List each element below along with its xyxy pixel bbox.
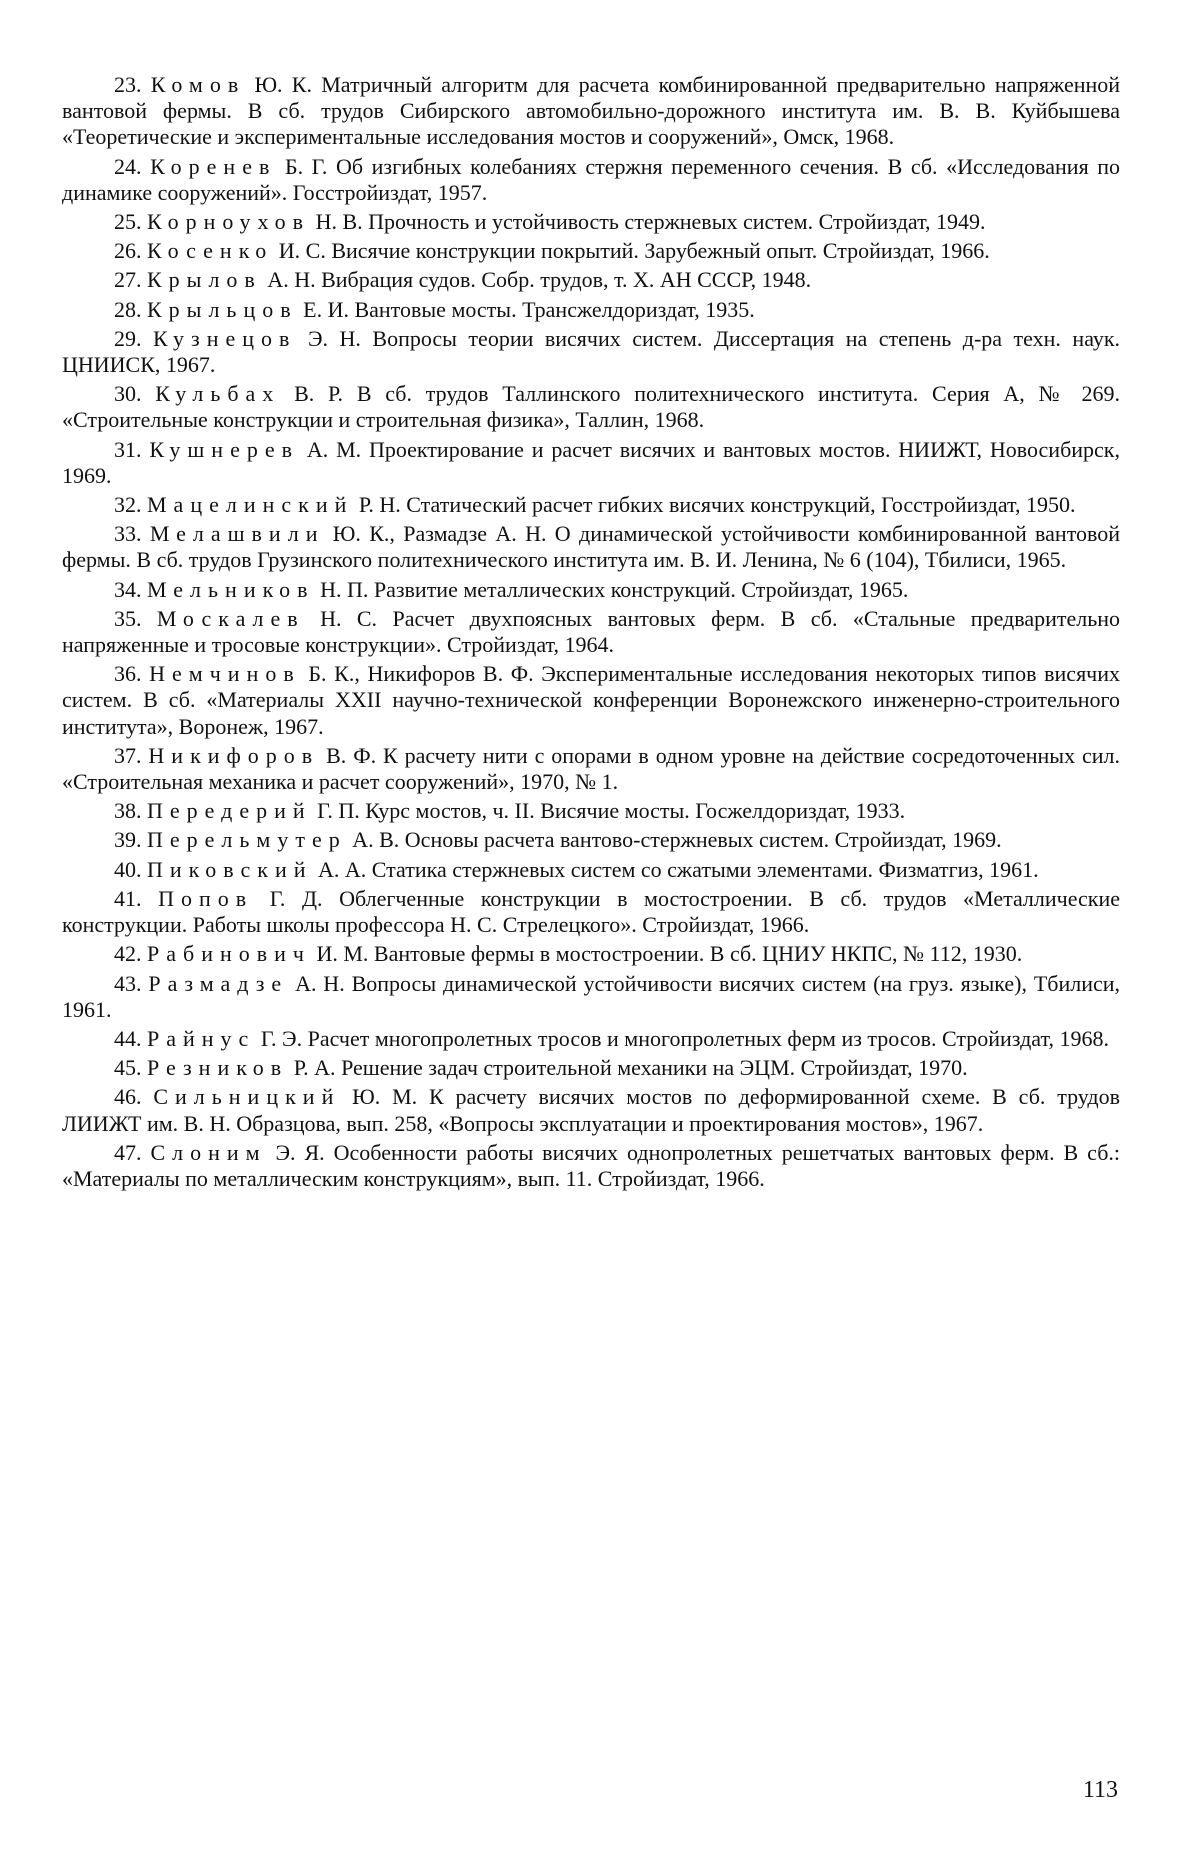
reference-author: Кушнерев — [149, 436, 299, 462]
reference-initials: Г. П. — [317, 798, 360, 824]
reference-entry — [62, 492, 1120, 518]
reference-number: 37. — [114, 742, 142, 768]
reference-text: Вопросы динамической устойчивости висячих систем (на груз. языке), Тбилиси, 1961. — [62, 970, 1121, 1022]
reference-number: 26. — [114, 238, 142, 264]
reference-text: Висячие конструкции покрытий. Зарубежный опыт. Стройиздат, 1966. — [331, 238, 990, 264]
reference-number: 24. — [114, 153, 142, 179]
reference-text: Вопросы теории висячих систем. Диссертация на степень д-ра техн. наук. ЦНИИСК, 1967. — [62, 325, 1121, 378]
reference-number: 33. — [114, 521, 142, 547]
reference-text: К расчету висячих мостов по деформированной схеме. В сб. трудов ЛИИЖТ им. В. Н. Образцова, вып. 258, «Вопросы эксплуатации и проектирования мостов», 1967. — [62, 1084, 1120, 1136]
reference-initials: Ю. М. — [352, 1084, 418, 1110]
reference-initials: Н. П. — [320, 576, 369, 602]
reference-text: Прочность и устойчивость стержневых систем. Стройиздат, 1949. — [368, 209, 986, 235]
reference-text: О динамической устойчивости комбинированной вантовой фермы. В сб. трудов Грузинского политехнического института им. В. И. Ленина, № 6 (104), Тбилиси, 1965. — [62, 521, 1121, 573]
reference-number: 36. — [114, 661, 142, 687]
reference-initials: Ю. К. — [254, 72, 312, 97]
reference-entry — [62, 886, 1120, 938]
reference-number: 43. — [114, 970, 142, 996]
reference-initials: И. С. — [278, 238, 326, 264]
reference-text: Расчет многопролетных тросов и многопролетных ферм из тросов. Стройиздат, 1968. — [307, 1025, 1109, 1051]
reference-number: 39. — [114, 827, 142, 853]
reference-author: Кульбах — [155, 381, 281, 407]
reference-entry — [62, 1140, 1120, 1192]
reference-author: Коренев — [150, 153, 277, 179]
reference-initials: В. Ф. — [326, 742, 377, 768]
reference-author: Слоним — [150, 1139, 267, 1165]
reference-author: Никифоров — [148, 742, 320, 768]
reference-entry — [62, 72, 1120, 151]
reference-text: Курс мостов, ч. II. Висячие мосты. Госжелдориздат, 1933. — [365, 798, 906, 824]
reference-number: 45. — [114, 1055, 142, 1081]
reference-entry — [62, 971, 1120, 1023]
reference-author: Попов — [158, 885, 254, 911]
reference-initials: В. Р. — [294, 381, 344, 407]
reference-text: Экспериментальные исследования некоторых типов висячих систем. В сб. «Материалы XXII научно-технической конференции Воронежского инженерно-строительного института», Воронеж, 1967. — [62, 661, 1121, 739]
reference-initials: Б. К., Никифоров В. Ф. — [308, 661, 534, 687]
reference-initials: Н. В. — [315, 209, 363, 235]
reference-initials: Е. И. — [303, 296, 349, 322]
reference-author: Москалев — [156, 605, 305, 631]
reference-initials: И. М. — [316, 941, 369, 967]
reference-author: Перельмутер — [147, 827, 347, 853]
reference-entry — [62, 437, 1120, 489]
reference-initials: Б. Г. — [284, 153, 328, 179]
reference-entry — [62, 1026, 1120, 1052]
page-number: 113 — [1082, 1777, 1118, 1803]
reference-initials: Г. Э. — [260, 1025, 303, 1051]
reference-number: 30. — [114, 381, 142, 407]
reference-text: Вантовые фермы в мостостроении. В сб. ЦНИУ НКПС, № 112, 1930. — [373, 941, 1023, 967]
reference-entry — [62, 521, 1120, 573]
reference-number: 47. — [114, 1139, 142, 1165]
reference-author: Пиковский — [147, 856, 313, 882]
reference-author: Немчинов — [149, 661, 301, 687]
reference-entry — [62, 238, 1120, 264]
reference-number: 42. — [114, 941, 142, 967]
reference-entry — [62, 577, 1120, 603]
reference-entry — [62, 381, 1120, 433]
reference-text: Основы расчета вантово-стержневых систем. Стройиздат, 1969. — [404, 827, 1002, 853]
reference-text: Особенности работы висячих однопролетных решетчатых вантовых ферм. В сб.: «Материалы по металлическим конструкциям», вып. 11. Стройиздат, 1966. — [62, 1139, 1120, 1191]
reference-number: 40. — [114, 856, 142, 882]
reference-entry — [62, 798, 1120, 824]
reference-author: Резников — [147, 1055, 289, 1081]
reference-initials: Г. Д. — [269, 885, 323, 911]
reference-text: Об изгибных колебаниях стержня переменного сечения. В сб. «Исследования по динамике сооружений». Госстройиздат, 1957. — [62, 153, 1121, 205]
reference-page — [62, 72, 1120, 1195]
reference-entry — [62, 941, 1120, 967]
reference-number: 38. — [114, 798, 142, 824]
reference-entry — [62, 1084, 1120, 1136]
reference-number: 35. — [114, 605, 142, 631]
reference-text: Статический расчет гибких висячих конструкций, Госстройиздат, 1950. — [406, 492, 1076, 518]
reference-number: 34. — [114, 576, 142, 602]
reference-author: Мелашвили — [149, 521, 325, 547]
reference-initials: А. В. — [352, 827, 400, 853]
reference-number: 29. — [114, 325, 142, 351]
reference-author: Мацелинский — [147, 492, 354, 518]
reference-number: 41. — [114, 885, 142, 911]
reference-text: Проектирование и расчет висячих и вантовых мостов. НИИЖТ, Новосибирск, 1969. — [62, 436, 1120, 488]
reference-number: 27. — [114, 267, 142, 293]
reference-entry — [62, 154, 1120, 206]
reference-author: Передерий — [147, 798, 312, 824]
reference-author: Райнус — [147, 1025, 256, 1051]
reference-author: Комов — [150, 72, 246, 97]
reference-number: 25. — [114, 209, 142, 235]
reference-initials: А. М. — [306, 436, 362, 462]
reference-author: Мельников — [147, 576, 315, 602]
reference-author: Кузнецов — [153, 325, 297, 351]
reference-author: Крыльцов — [147, 296, 298, 322]
reference-initials: Э. Я. — [275, 1139, 325, 1165]
reference-number: 28. — [114, 296, 142, 322]
reference-list — [62, 72, 1120, 1192]
reference-entry — [62, 743, 1120, 795]
reference-entry — [62, 1055, 1120, 1081]
reference-entry — [62, 209, 1120, 235]
reference-author: Рабинович — [147, 941, 311, 967]
reference-entry — [62, 857, 1120, 883]
reference-initials: А. А. — [318, 856, 367, 882]
reference-text: Матричный алгоритм для расчета комбинированной предварительно напряженной вантовой фермы. В сб. трудов Сибирского автомобильно-дорожного института им. В. В. Куйбышева «Теоретические и экспериментальные исследования мостов и сооружений», Омск, 1968. — [62, 72, 1121, 150]
reference-initials: Ю. К., Размадзе А. Н. — [332, 521, 547, 547]
reference-text: Вибрация судов. Собр. трудов, т. X. АН СССР, 1948. — [321, 267, 812, 293]
reference-text: Расчет двухпоясных вантовых ферм. В сб. «Стальные предварительно напряженные и тросовые конструкции». Стройиздат, 1964. — [62, 605, 1121, 658]
reference-initials: А. Н. — [295, 970, 345, 996]
reference-initials: Э. Н. — [307, 325, 361, 351]
reference-initials: Н. С. — [320, 605, 378, 631]
reference-author: Размадзе — [148, 970, 289, 996]
reference-number: 44. — [114, 1025, 142, 1051]
reference-number: 31. — [114, 436, 142, 462]
reference-initials: Р. Н. — [358, 492, 401, 518]
reference-text: Облегченные конструкции в мостостроении. В сб. трудов «Металлические конструкции. Работы школы профессора Н. С. Стрелецкого». Стройиздат, 1966. — [62, 885, 1121, 938]
reference-entry — [62, 606, 1120, 658]
reference-text: Статика стержневых систем со сжатыми элементами. Физматгиз, 1961. — [371, 856, 1039, 882]
reference-initials: А. Н. — [267, 267, 316, 293]
reference-author: Сильницкий — [153, 1084, 341, 1110]
reference-entry — [62, 661, 1120, 740]
reference-entry — [62, 827, 1120, 853]
reference-number: 46. — [114, 1084, 142, 1110]
reference-number: 32. — [114, 492, 142, 518]
reference-text: Решение задач строительной механики на ЭЦМ. Стройиздат, 1970. — [341, 1055, 968, 1081]
reference-text: Развитие металлических конструкций. Стройиздат, 1965. — [373, 576, 909, 602]
reference-number: 23. — [114, 72, 142, 97]
reference-initials: Р. А. — [293, 1055, 336, 1081]
reference-text: В сб. трудов Таллинского политехнического института. Серия А, № 269. «Строительные конструкции и строительная физика», Таллин, 1968. — [62, 381, 1121, 433]
reference-entry — [62, 326, 1120, 378]
reference-author: Крылов — [147, 267, 262, 293]
reference-text: Вантовые мосты. Трансжелдориздат, 1935. — [354, 296, 755, 322]
reference-entry — [62, 267, 1120, 293]
reference-text: К расчету нити с опорами в одном уровне на действие сосредоточенных сил. «Строительная механика и расчет сооружений», 1970, № 1. — [62, 742, 1121, 795]
reference-author: Косенко — [147, 238, 274, 264]
reference-author: Корноухов — [147, 209, 311, 235]
reference-entry — [62, 297, 1120, 323]
